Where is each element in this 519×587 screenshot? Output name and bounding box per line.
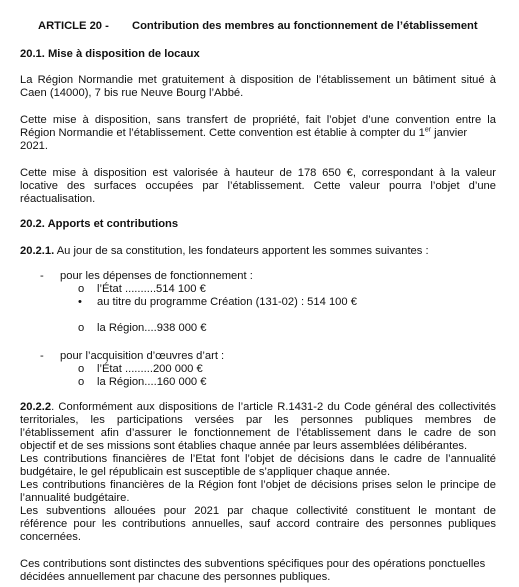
dash-bullet: -	[40, 350, 44, 362]
dash-bullet: -	[40, 270, 44, 282]
circle-bullet: o	[78, 283, 85, 295]
paragraph-line: Les subventions allouées pour 2021 par chaque collectivité constituent le montant de	[20, 505, 496, 517]
subsection-text: Au jour de sa constitution, les fondateurs apportent les sommes suivantes :	[54, 245, 429, 257]
subsection-20-2-1	[20, 245, 429, 258]
list-item: l’État .........200 000 €	[97, 363, 203, 375]
paragraph-line: locative des surfaces occupées par l’établissement. Cette valeur pourra l’objet d’une	[20, 180, 496, 192]
section-heading-20-2: 20.2. Apports et contributions	[20, 218, 179, 230]
paragraph-line: Les contributions financières de l’Etat font l’objet de décisions dans le cadre de l’annualité	[20, 453, 496, 465]
paragraph-line	[20, 127, 496, 140]
circle-bullet: o	[78, 322, 85, 334]
paragraph-line: l’annualité budgétaire.	[20, 492, 130, 504]
subsection-number: 20.2.1.	[20, 245, 55, 257]
paragraph-line: budgétaire, le gel républicain est susceptible de s’appliquer chaque année.	[20, 466, 391, 478]
superscript: er	[424, 126, 432, 134]
circle-bullet: o	[78, 376, 85, 388]
paragraph-line: Ces contributions sont distinctes des subventions spécifiques pour des opérations ponctuelles	[20, 558, 486, 570]
list-item: la Région....160 000 €	[97, 376, 207, 388]
paragraph-line: réactualisation.	[20, 193, 96, 205]
paragraph-line: La Région Normandie met gratuitement à disposition de l’établissement un bâtiment situé à	[20, 74, 496, 86]
article-number: ARTICLE 20 -	[38, 20, 109, 32]
text-segment: Région Normandie et l’établissement. Cette convention est établie à compter du 1	[20, 127, 425, 139]
subsection-number: 20.2.2	[20, 401, 52, 413]
paragraph-line: référence pour les contributions annuelles, sauf accord contraire des personnes publiques	[20, 518, 496, 530]
section-heading-20-1: 20.1. Mise à disposition de locaux	[20, 48, 200, 60]
paragraph-line: concernées.	[20, 531, 81, 543]
list-item: l’État ..........514 100 €	[97, 283, 206, 295]
dot-bullet: •	[78, 296, 82, 308]
list-item: la Région....938 000 €	[97, 322, 207, 334]
paragraph-line	[20, 401, 496, 414]
paragraph-line: territoriales, les participations versées par les personnes publiques membres de	[20, 414, 496, 426]
paragraph-line: Cette mise à disposition est valorisée à hauteur de 178 650 €, correspondant à la valeur	[20, 167, 496, 179]
list-item: pour l’acquisition d’œuvres d’art :	[60, 350, 225, 362]
paragraph-line: 2021.	[20, 140, 48, 152]
text-segment: janvier	[431, 127, 468, 139]
text-segment: . Conformément aux dispositions de l’article R.1431-2 du Code général des collectivités	[51, 401, 496, 413]
paragraph-line: Caen (14000), 7 bis rue Neuve Bourg l’Abbé.	[20, 87, 244, 99]
paragraph-line: l’établissement afin d’assurer le fonctionnement de l’établissement dans le cadre de son	[20, 427, 496, 439]
paragraph-line: objectif et de ses missions sont établies chaque année par leurs assemblées délibérantes.	[20, 440, 468, 452]
list-item: au titre du programme Création (131-02) : 514 100 €	[97, 296, 357, 308]
circle-bullet: o	[78, 363, 85, 375]
paragraph-line: Les contributions financières de la Région font l’objet de décisions prises selon le principe de	[20, 479, 496, 491]
paragraph-line: décidées annuellement par chacune des personnes publiques.	[20, 571, 331, 583]
paragraph-line: Cette mise à disposition, sans transfert de propriété, fait l’objet d’une convention entre la	[20, 114, 496, 126]
list-item: pour les dépenses de fonctionnement :	[60, 270, 253, 282]
article-title: Contribution des membres au fonctionnement de l’établissement	[132, 20, 478, 32]
